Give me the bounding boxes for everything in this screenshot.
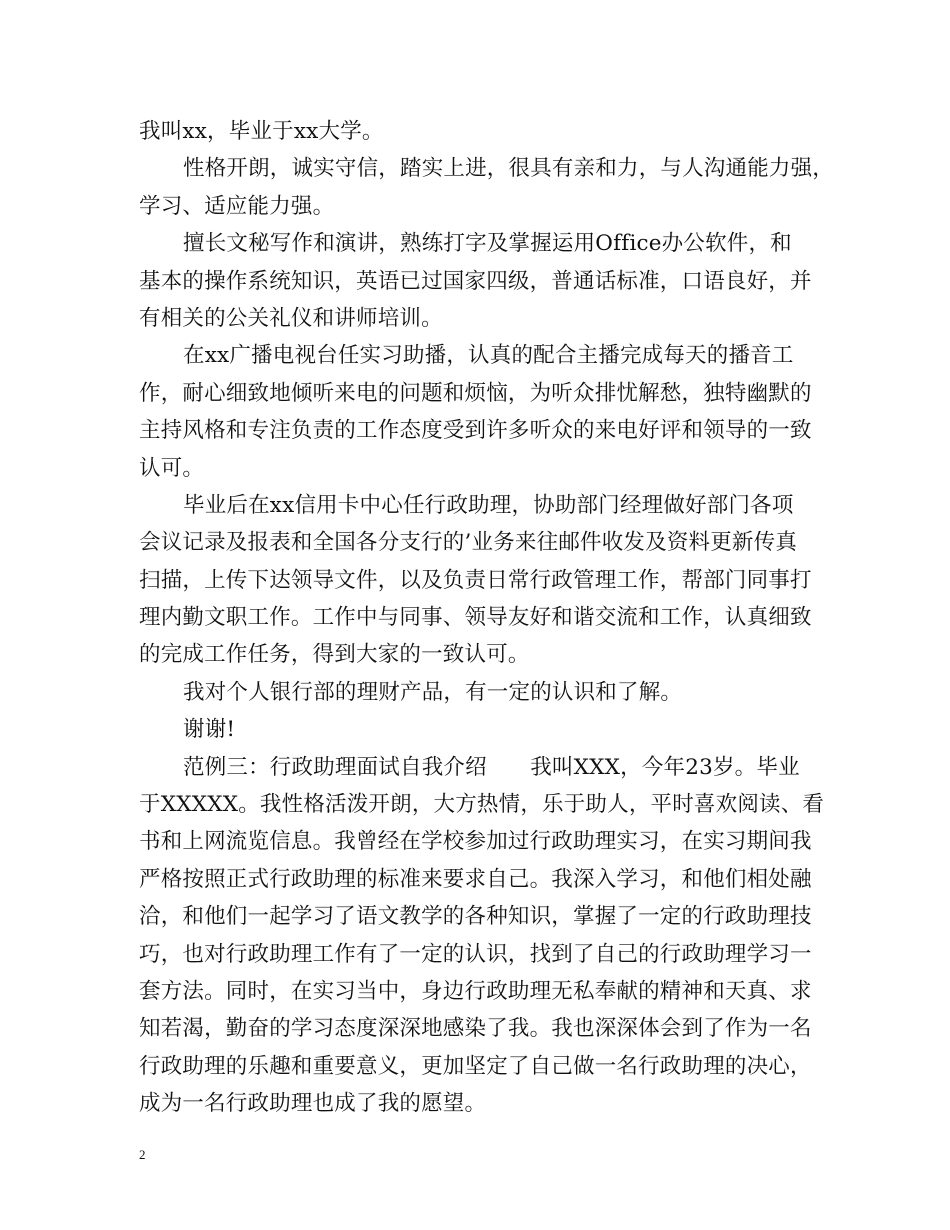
text-line: 行政助理的乐趣和重要意义，更加坚定了自己做一名行政助理的决心，: [139, 1053, 812, 1079]
text-line: 主持风格和专注负责的工作态度受到许多听众的来电好评和领导的一致: [139, 418, 812, 444]
text-line: 毕业后在xx信用卡中心任行政助理，协助部门经理做好部门各项: [183, 492, 794, 518]
text-line: 成为一名行政助理也成了我的愿望。: [139, 1091, 487, 1117]
text-line: 认可。: [139, 455, 205, 481]
text-line: 洽，和他们一起学习了语文教学的各种知识，掌握了一定的行政助理技: [139, 904, 812, 930]
text-line: 谢谢!: [183, 717, 236, 743]
text-line: 书和上网流览信息。我曾经在学校参加过行政助理实习，在实习期间我: [139, 829, 812, 855]
text-line: 扫描，上传下达领导文件，以及负责日常行政管理工作，帮部门同事打: [139, 567, 812, 593]
text-line: 在xx广播电视台任实习助播，认真的配合主播完成每天的播音工: [183, 343, 794, 369]
text-line: 范例三：行政助理面试自我介绍 我叫XXX，今年23岁。毕业: [183, 754, 800, 780]
text-line: 理内勤文职工作。工作中与同事、领导友好和谐交流和工作，认真细致: [139, 605, 812, 631]
page-number: 2: [139, 1147, 146, 1162]
text-line: 作，耐心细致地倾听来电的问题和烦恼，为听众排忧解愁，独特幽默的: [139, 380, 812, 406]
text-line: 巧，也对行政助理工作有了一定的认识，找到了自己的行政助理学习一: [139, 941, 812, 967]
text-line: 会议记录及报表和全国各分支行的’业务来往邮件收发及资料更新传真: [139, 530, 798, 556]
text-line: 擅长文秘写作和演讲，熟练打字及掌握运用Office办公软件，和: [183, 231, 792, 257]
text-line: 学习、适应能力强。: [139, 193, 335, 219]
text-line: 有相关的公关礼仪和讲师培训。: [139, 305, 443, 331]
text-line: 知若渴，勤奋的学习态度深深地感染了我。我也深深体会到了作为一名: [139, 1016, 812, 1042]
text-line: 我叫xx，毕业于xx大学。: [139, 119, 384, 144]
text-line: 严格按照正式行政助理的标准来要求自己。我深入学习，和他们相处融: [139, 866, 812, 892]
text-line: 性格开朗，诚实守信，踏实上进，很具有亲和力，与人沟通能力强，: [183, 156, 835, 182]
document-body: [139, 113, 835, 1123]
text-line: 的完成工作任务，得到大家的一致认可。: [139, 642, 530, 668]
text-line: 基本的操作系统知识，英语已过国家四级，普通话标准，口语良好，并: [139, 268, 812, 294]
text-line: 于XXXXX。我性格活泼开朗，大方热情，乐于助人，平时喜欢阅读、看: [139, 792, 825, 818]
text-line: 套方法。同时，在实习当中，身边行政助理无私奉献的精神和天真、求: [139, 978, 812, 1004]
text-line: 我对个人银行部的理财产品，有一定的认识和了解。: [183, 679, 683, 705]
